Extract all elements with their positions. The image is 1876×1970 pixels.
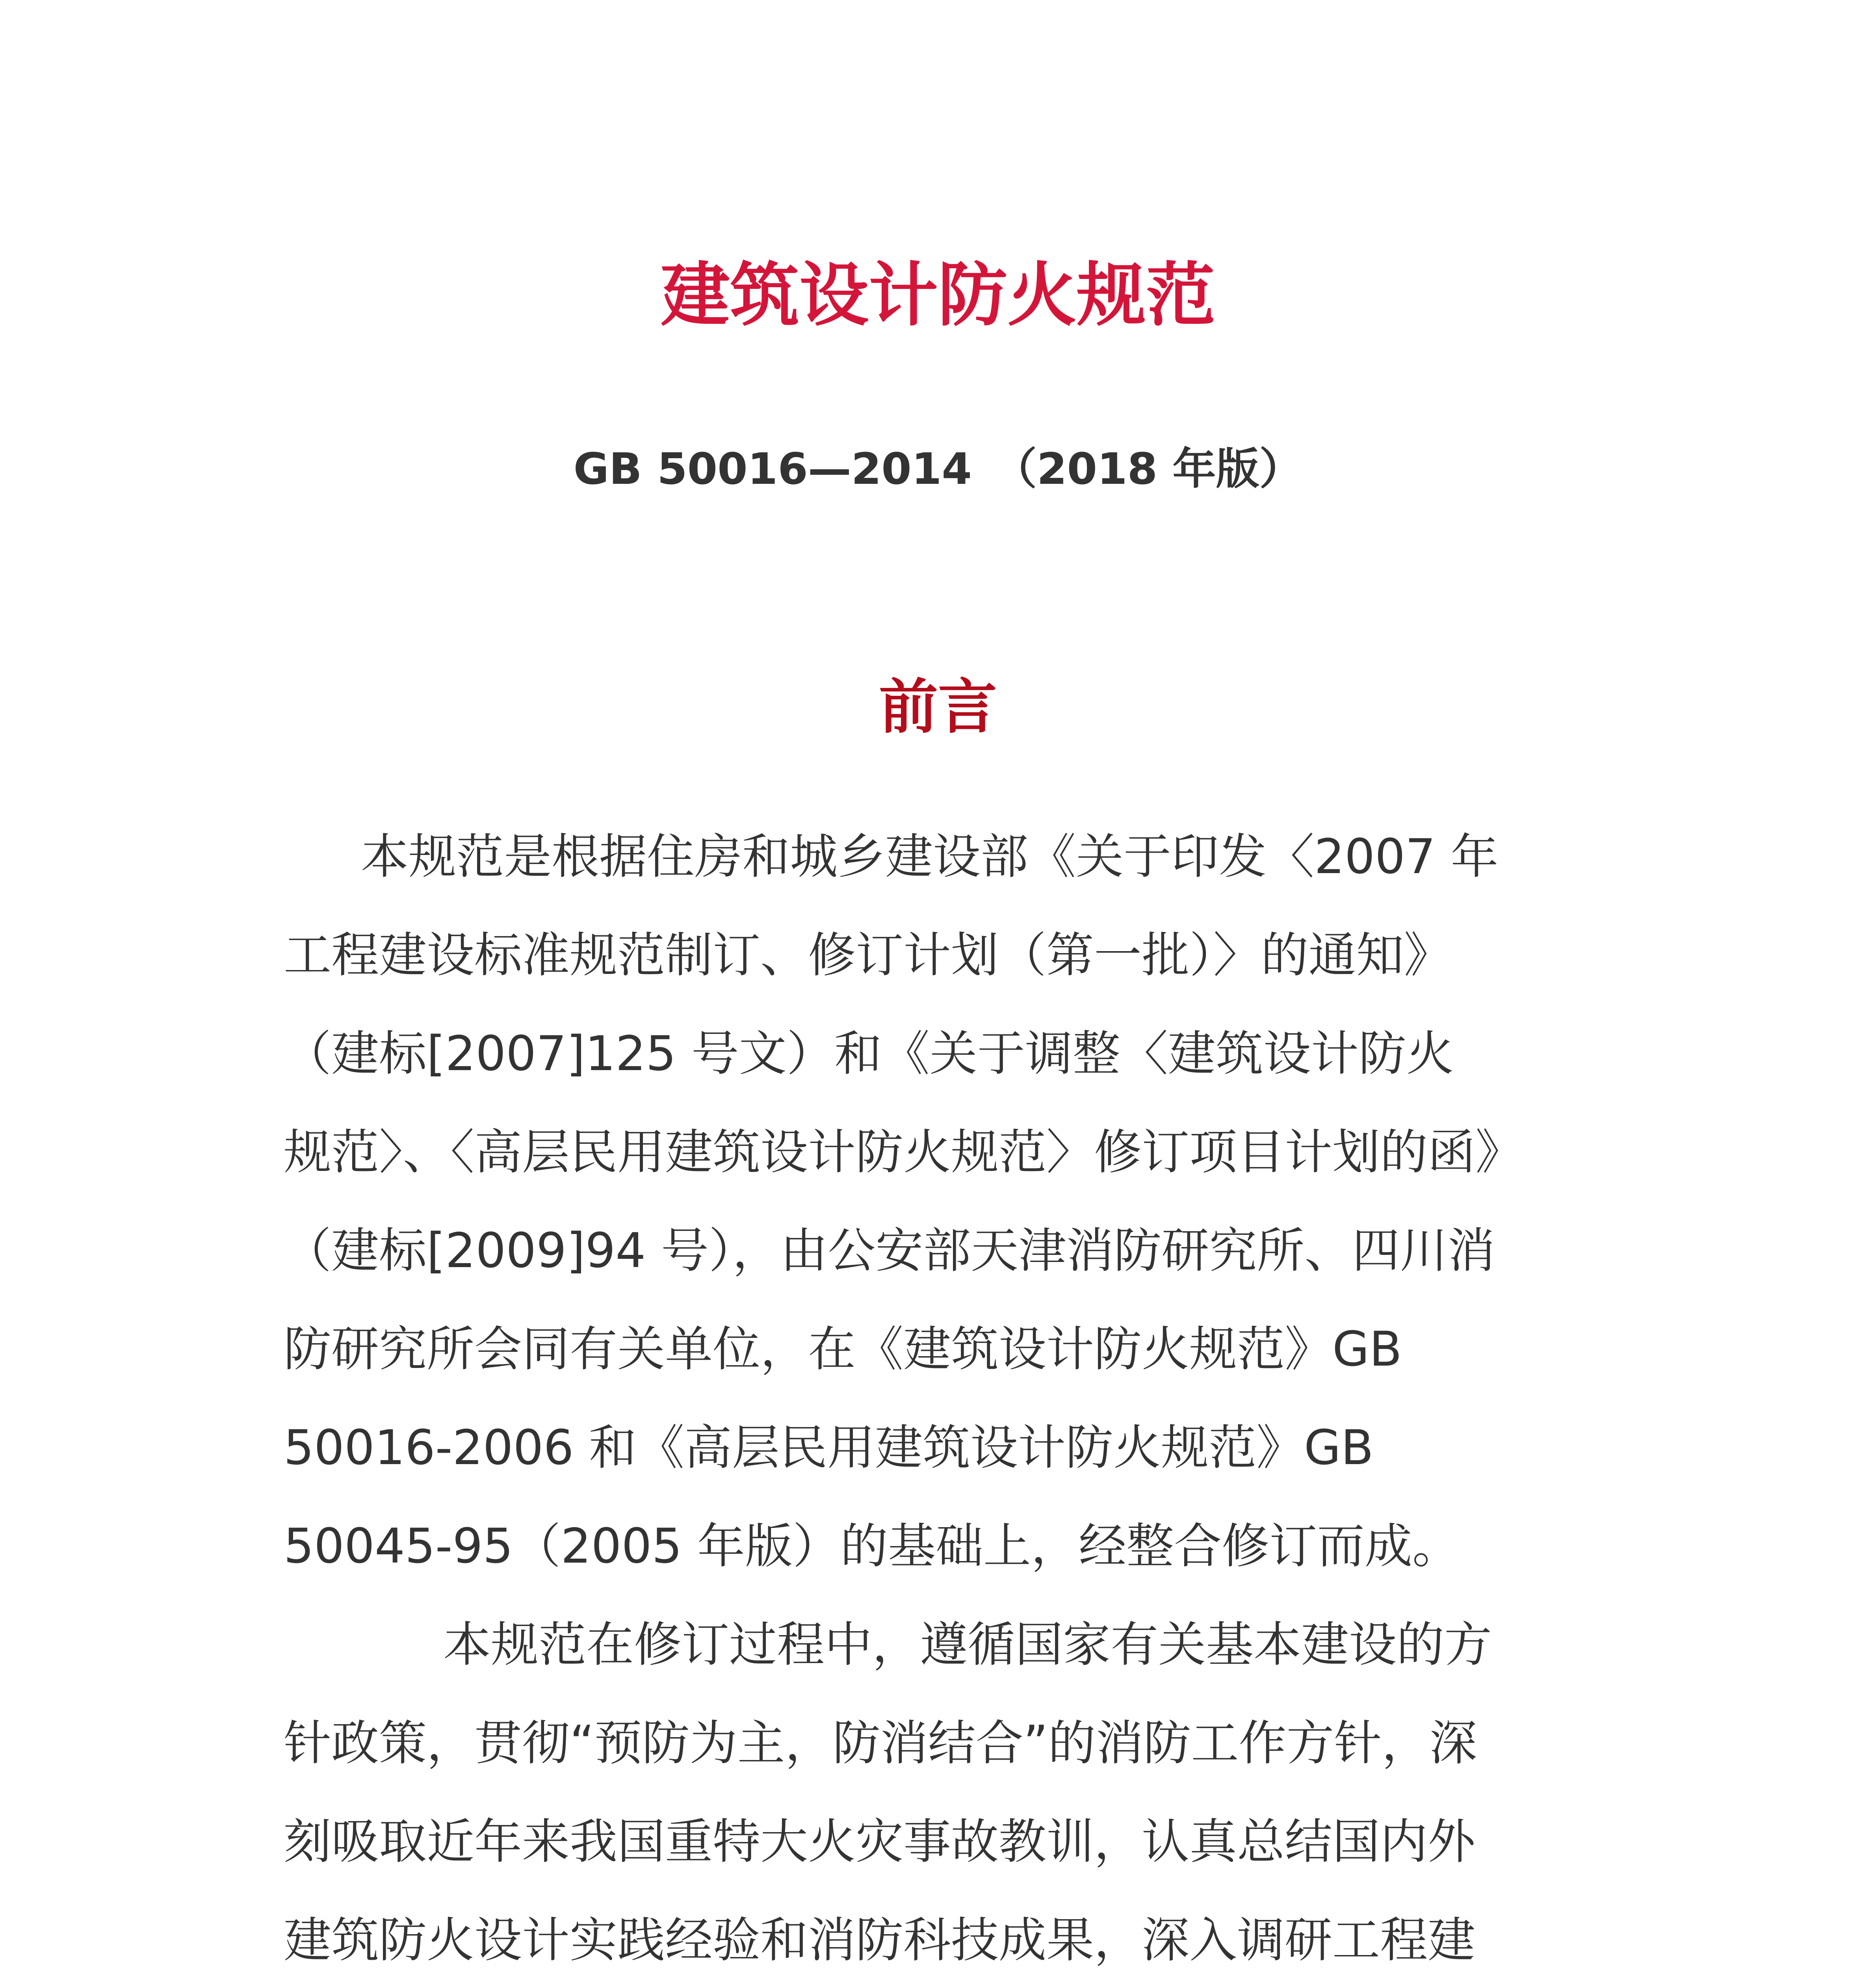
body-line: 规范〉、〈高层民用建筑设计防火规范〉修订项目计划的函》 (284, 1124, 1523, 1180)
body-line: 50016-2006 和《高层民用建筑设计防火规范》GB (284, 1420, 1374, 1476)
document-title: 建筑设计防火规范 (660, 255, 1215, 336)
body-line: 工程建设标准规范制订、修订计划（第一批）〉的通知》 (284, 927, 1452, 983)
section-heading-preface: 前言 (879, 673, 997, 742)
preface-body (284, 808, 1596, 1970)
body-line: 针政策，贯彻“预防为主，防消结合”的消防工作方针，深 (284, 1715, 1477, 1771)
body-line: 建筑防火设计实践经验和消防科技成果，深入调研工程建 (284, 1912, 1476, 1968)
body-line: 50045-95（2005 年版）的基础上，经整合修订而成。 (284, 1518, 1460, 1574)
standard-code: GB 50016—2014 （2018 年版） (573, 444, 1303, 494)
body-line: 防研究所会同有关单位，在《建筑设计防火规范》GB (284, 1321, 1402, 1377)
body-line: 刻吸取近年来我国重特大火灾事故教训，认真总结国内外 (284, 1814, 1476, 1870)
body-line: （建标[2007]125 号文）和《关于调整〈建筑设计防火 (284, 1026, 1454, 1082)
body-line: （建标[2009]94 号），由公安部天津消防研究所、四川消 (284, 1223, 1495, 1279)
body-line: 本规范在修订过程中，遵循国家有关基本建设的方 (443, 1617, 1492, 1673)
body-line: 本规范是根据住房和城乡建设部《关于印发〈2007 年 (361, 829, 1499, 885)
